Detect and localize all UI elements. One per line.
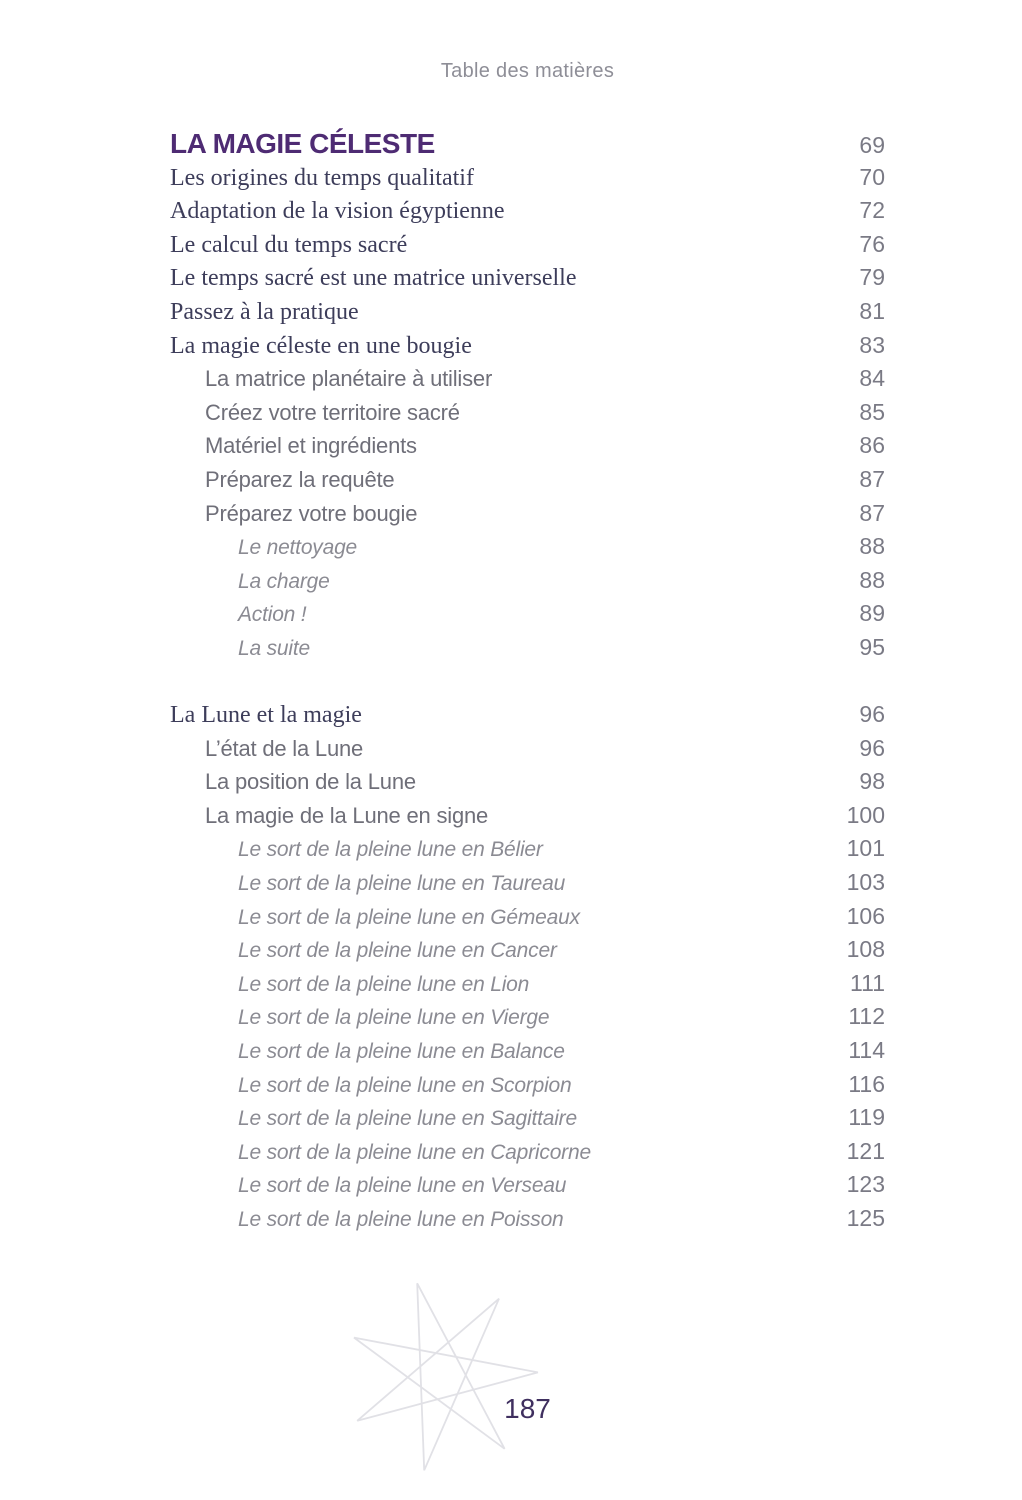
- toc-entry-label: Les origines du temps qualitatif: [170, 164, 474, 191]
- toc-entry-page: 70: [859, 163, 885, 190]
- toc-entry-label: Le sort de la pleine lune en Cancer: [238, 939, 557, 963]
- toc-entry-page: 100: [846, 801, 885, 828]
- toc-entry-label: Action !: [238, 603, 307, 627]
- toc-entry-page: 96: [859, 701, 885, 728]
- toc-entry-label: La charge: [238, 569, 330, 593]
- toc-entry-page: 101: [846, 835, 885, 862]
- toc-row: [170, 1000, 885, 1034]
- toc-entry-page: 86: [859, 432, 885, 459]
- toc-entry-page: 95: [859, 633, 885, 660]
- toc-entry-page: 81: [859, 297, 885, 324]
- toc-entry-page: 79: [859, 264, 885, 291]
- toc-row: [170, 362, 885, 396]
- toc-entry-page: 119: [848, 1104, 885, 1131]
- toc-entry-page: 85: [859, 398, 885, 425]
- toc-entry-page: 98: [859, 768, 885, 795]
- toc-entry-label: Le sort de la pleine lune en Capricorne: [238, 1140, 591, 1164]
- toc-row: [170, 1135, 885, 1169]
- toc-entry-label: La magie céleste en une bougie: [170, 332, 472, 359]
- toc-entry-label: Préparez la requête: [205, 466, 395, 492]
- toc-entry-label: La Lune et la magie: [170, 702, 362, 729]
- toc-entry-label: Le calcul du temps sacré: [170, 231, 408, 258]
- toc-row: [170, 967, 885, 1001]
- toc-row: [170, 564, 885, 598]
- toc-entry-label: Adaptation de la vision égyptienne: [170, 198, 505, 225]
- toc-entry-page: 108: [846, 936, 885, 963]
- toc-section-gap: [170, 665, 885, 699]
- toc-entry-page: 84: [859, 365, 885, 392]
- toc-row: [170, 732, 885, 766]
- toc-row: [170, 933, 885, 967]
- toc-row: [170, 396, 885, 430]
- toc-entry-page: 112: [848, 1003, 885, 1030]
- toc-entry-label: Le sort de la pleine lune en Balance: [238, 1040, 565, 1064]
- toc-entry-label: Le temps sacré est une matrice universelle: [170, 265, 577, 292]
- toc-row: [170, 866, 885, 900]
- toc-entry-page: 76: [859, 230, 885, 257]
- toc-entry-page: 121: [846, 1137, 885, 1164]
- heptagram-star-icon: [340, 1270, 555, 1485]
- toc-row: [170, 329, 885, 363]
- toc-entry-label: Passez à la pratique: [170, 298, 359, 325]
- toc-entry-page: 96: [859, 734, 885, 761]
- table-of-contents: [170, 127, 885, 1236]
- toc-entry-page: 83: [859, 331, 885, 358]
- toc-row: [170, 228, 885, 262]
- toc-entry-label: Le sort de la pleine lune en Gémeaux: [238, 905, 580, 929]
- toc-entry-page: 106: [846, 902, 885, 929]
- toc-row: [170, 832, 885, 866]
- toc-row: [170, 530, 885, 564]
- toc-entry-label: Le sort de la pleine lune en Sagittaire: [238, 1107, 577, 1131]
- toc-entry-page: 88: [859, 533, 885, 560]
- toc-row: [170, 1202, 885, 1236]
- toc-entry-label: Matériel et ingrédients: [205, 433, 417, 459]
- toc-entry-label: La suite: [238, 636, 310, 660]
- toc-entry-label: LA MAGIE CÉLESTE: [170, 128, 435, 159]
- toc-entry-label: La magie de la Lune en signe: [205, 802, 489, 828]
- toc-entry-page: 123: [846, 1171, 885, 1198]
- toc-entry-page: 89: [859, 600, 885, 627]
- toc-row: [170, 161, 885, 195]
- toc-row: [170, 1101, 885, 1135]
- toc-entry-label: Le sort de la pleine lune en Taureau: [238, 872, 566, 896]
- toc-row: [170, 698, 885, 732]
- toc-entry-label: Préparez votre bougie: [205, 500, 418, 526]
- toc-row: [170, 765, 885, 799]
- toc-entry-page: 72: [859, 197, 885, 224]
- toc-row: [170, 497, 885, 531]
- toc-entry-page: 125: [846, 1205, 885, 1231]
- toc-entry-page: 88: [859, 566, 885, 593]
- toc-entry-label: L’état de la Lune: [205, 735, 364, 761]
- toc-entry-label: La position de la Lune: [205, 769, 416, 795]
- toc-row: [170, 295, 885, 329]
- toc-entry-page: 87: [859, 499, 885, 526]
- toc-entry-label: Le sort de la pleine lune en Scorpion: [238, 1073, 572, 1097]
- toc-entry-label: Le sort de la pleine lune en Bélier: [238, 838, 543, 862]
- page-number-folio: 187: [504, 1393, 551, 1424]
- toc-entry-label: Le nettoyage: [238, 536, 358, 560]
- toc-row: [170, 194, 885, 228]
- running-header: Table des matières: [440, 60, 615, 82]
- toc-row: [170, 900, 885, 934]
- toc-entry-label: La matrice planétaire à utiliser: [205, 366, 493, 392]
- toc-row: [170, 429, 885, 463]
- toc-row: [170, 597, 885, 631]
- toc-entry-label: Le sort de la pleine lune en Vierge: [238, 1006, 550, 1030]
- toc-row: [170, 1034, 885, 1068]
- toc-row: [170, 127, 885, 161]
- toc-row: [170, 1168, 885, 1202]
- toc-row: [170, 631, 885, 665]
- toc-entry-page: 69: [859, 132, 885, 158]
- toc-row: [170, 463, 885, 497]
- toc-entry-page: 111: [850, 969, 885, 996]
- toc-entry-page: 103: [846, 869, 885, 896]
- toc-entry-page: 116: [848, 1070, 885, 1097]
- toc-entry-page: 87: [859, 465, 885, 492]
- toc-entry-label: Le sort de la pleine lune en Lion: [238, 972, 530, 996]
- toc-entry-label: Le sort de la pleine lune en Verseau: [238, 1174, 567, 1198]
- toc-entry-label: Le sort de la pleine lune en Poisson: [238, 1208, 564, 1231]
- toc-row: [170, 799, 885, 833]
- toc-entry-page: 114: [848, 1037, 885, 1064]
- toc-row: [170, 1068, 885, 1102]
- toc-entry-label: Créez votre territoire sacré: [205, 399, 460, 425]
- toc-row: [170, 261, 885, 295]
